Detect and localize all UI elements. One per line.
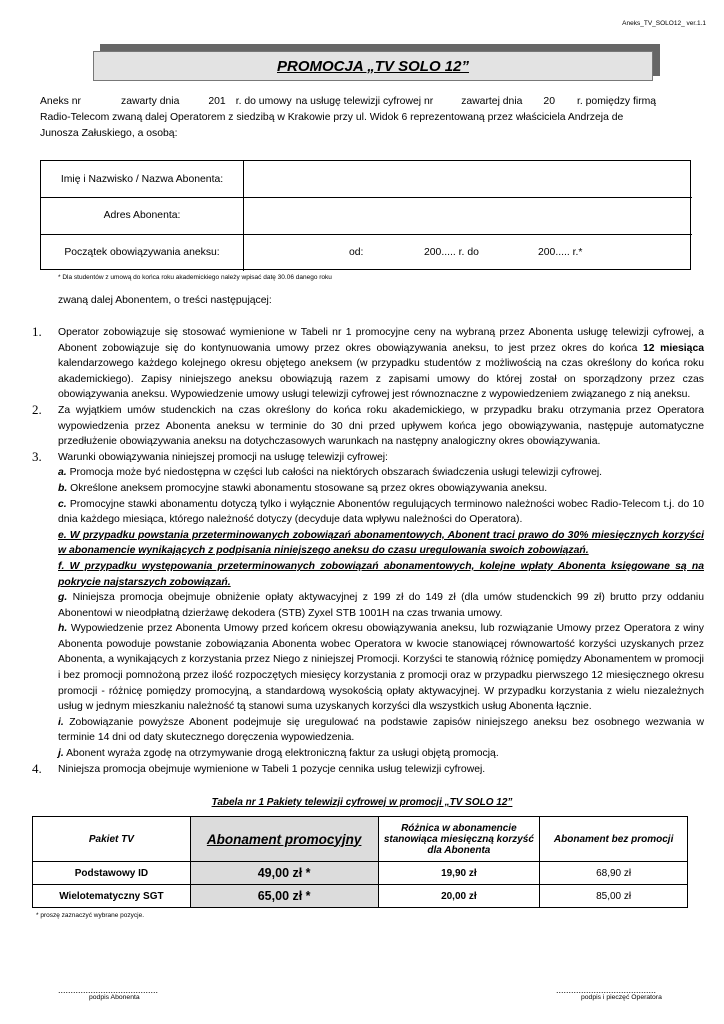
sub-item-h [58,621,704,715]
intro-line-2: Radio-Telecom zwaną dalej Operatorem z siedzibą w Krakowie przy ul. Widok 6 reprezentowaną przez właściciela Andrzeja de [40,112,624,123]
regular-price: 85,00 zł [540,885,688,908]
list-item [32,403,704,450]
table-row [33,862,688,885]
item-number: 3. [32,448,42,464]
package-name: Podstawowy ID [33,862,191,885]
intro-pomiedzy: r. pomiędzy firmą [576,96,657,107]
subscriber-intro: zwaną dalej Abonentem, o treści następującej: [58,295,272,306]
item-text: kalendarzowego każdego kolejnego okresu objętego aneksem (w przypadku studentów z możliwością na czas określony do końca roku akademickiego). Zapisy niniejszego aneksu obowiązują razem z zapisami umowy do której został on sporządzony przez czas obowiązywania aneksu. Wypowiedzenie umowy usługi telewizji cyfrowej jest równoznaczne z wypowiedzeniem związanego z nią aneksu. [58,358,704,401]
item-number: 4. [32,760,42,776]
header-package: Pakiet TV [33,817,191,862]
sub-item-e: e. W przypadku powstania przeterminowanych zobowiązań abonamentowych, Abonent traci prawo do 30% miesięcznych korzyści w abonamencie wynikających z podpisania niniejszego aneksu do czasu uregulowania swoich zobowiązań. [58,529,704,557]
promo-price: 65,00 zł * [190,885,378,908]
sub-text: Zobowiązanie powyższe Abonent podejmuje się uregulować na podstawie zapisów niniejszego aneksu bez osobnego wezwania w terminie 14 dni od daty skutecznego doręczenia wypowiedzenia. [58,716,704,744]
sub-item-f: f. W przypadku występowania przeterminowanych zobowiązań abonamentowych, kolejne wpłaty Abonenta księgowane są na pokrycie najstarszych zobowiązań. [58,560,704,588]
sub-letter: h. [58,623,68,635]
operator-signature-line: ........................................ [556,985,657,995]
intro-aneks: Aneks nr [40,96,82,107]
price-table [32,816,688,908]
item-text: Za wyjątkiem umów studenckich na czas określony do końca roku akademickiego, w przypadku braku otrzymania przez Operatora wypowiedzenia przez Abonenta aneksu w terminie do 30 dni przed upływem końca jego obowiązywania, następuje automatyczne przedłużenie obowiązywania aneksu na dotychczasowych warunkach na następny analogiczny okres obowiązywania. [58,404,704,448]
sub-item-i [58,715,704,746]
sub-letter: b. [58,482,68,494]
intro-do-umowy: r. do umowy [235,96,292,107]
intro-line-3: Junosza Załuskiego, a osobą: [40,128,178,139]
subscriber-form [40,160,691,270]
sub-letter: c. [58,498,67,510]
sub-letter: j. [58,748,64,760]
document-title: PROMOCJA „TV SOLO 12” [277,57,469,75]
item-text: Warunki obowiązywania niniejszej promocji na usługę telewizji cyfrowej: [58,451,388,463]
date-to: 200..... r.* [538,247,583,258]
item-text: Operator zobowiązuje się stosować wymienione w Tabeli nr 1 promocyjne ceny na wybraną przez Abonenta usługę telewizji cyfrowej, a Abonent zobowiązuje się do kontynuowania umowy przez okres obowiązywania aneksu, to jest przez okres do końca [58,327,704,354]
intro-usluga: na usługę telewizji cyfrowej nr [295,96,434,107]
difference-value: 19,90 zł [378,862,540,885]
sub-text: Określone aneksem promocyjne stawki abonamentu stosowane są przez okres obowiązywania aneksu. [70,482,548,494]
sub-letter: a. [58,467,67,479]
date-from: 200..... r. do [424,247,479,258]
date-od: od: [349,247,364,258]
list-item [32,325,704,403]
sub-item-a [58,465,704,481]
sub-item-j [58,746,704,762]
sub-text: Abonent wyraża zgodę na otrzymywanie drogą elektroniczną faktur za usługi objętą promocją. [66,748,499,760]
item-number: 2. [32,401,42,417]
regular-price: 68,90 zł [540,862,688,885]
package-name: Wielotematyczny SGT [33,885,191,908]
sub-letter: g. [58,592,68,604]
title-box [93,51,653,81]
table-caption: Tabela nr 1 Pakiety telewizji cyfrowej w promocji „TV SOLO 12” [211,797,513,808]
intro-zawarty: zawarty dnia [121,96,180,107]
sub-text: Promocja może być niedostępna w części lub całości na niektórych obszarach świadczenia usługi telewizji cyfrowej. [69,467,603,479]
item-text: Niniejsza promocja obejmuje wymienione w Tabeli 1 pozycje cennika usług telewizji cyfrowej. [58,763,486,775]
intro-year: 201 [208,96,226,107]
header-promo-fee: Abonament promocyjny [190,817,378,862]
intro-zawartej: zawartej dnia [461,96,523,107]
table-row [33,885,688,908]
header-regular-fee: Abonament bez promocji [540,817,688,862]
sub-letter: i. [58,716,64,728]
list-item [32,450,704,762]
difference-value: 20,00 zł [378,885,540,908]
terms-list [32,325,704,777]
item-number: 1. [32,324,42,339]
item-bold: 12 miesiąca [642,342,705,354]
promo-price: 49,00 zł * [190,862,378,885]
list-item [32,762,704,778]
sub-text: Wypowiedzenie przez Abonenta Umowy przed końcem okresu obowiązywania aneksu, lub rozwiązanie Umowy przez Operatora z winy Abonenta powoduje powstanie zobowiązania Abonenta wobec Operatora w kwocie stanowiącej równowartość korzyści uzyskanych przez Abonenta, a wynikających z korzystania przez Niego z niniejszej Promocji. Korzyści te stanowią różnicę pomiędzy Abonamentem w promocji i bez promocji pomnożoną przez ilość rozpoczętych miesięcy korzystania z promocji oraz w przypadku pierwszego 12 miesięcznego okresu promocji - różnicę pomiędzy promocyjną, a standardową wysokością opłaty aktywacyjnej. W przypadku korzystania z wielu niezależnych usług w jednym mieszkaniu należność tą stanowi suma uzyskanych korzyści dla wszystkich usług Abonenta łącznie. [58,623,705,713]
address-label: Adres Abonenta: [103,210,181,221]
sub-text: Promocyjne stawki abonamentu dotyczą tylko i wyłącznie Abonentów regulujących terminowo należności wobec Radio-Telecom t.j. do 10 dnia każdego miesiąca, którego należność dotyczy (decyduje data wpływu należności do Operatora). [58,498,705,526]
intro-20: 20 [543,96,555,107]
students-footnote: * Dla studentów z umową do końca roku akademickiego należy wpisać datę 30.06 danego roku [58,274,332,281]
subscriber-signature-label: podpis Abonenta [89,994,140,1001]
sub-item-g [58,590,704,621]
sub-text: Niniejsza promocja obejmuje obniżenie opłaty aktywacyjnej z 199 zł do 149 zł (dla umów studenckich 99 zł) brutto przy oddaniu Abonentowi w nieodpłatną dzierżawę dekodera (STB) Zyxel STB 1001H na czas trwania umowy. [58,592,704,619]
operator-signature-label: podpis i pieczęć Operatora [581,994,662,1001]
header-difference: Różnica w abonamencie stanowiąca miesięczną korzyść dla Abonenta [378,817,540,862]
table-note: * proszę zaznaczyć wybrane pozycje. [36,912,145,919]
version-label: Aneks_TV_SOLO12_ ver.1.1 [622,20,706,27]
intro-paragraph [40,94,702,142]
table-header-row [33,817,688,862]
sub-item-c [58,497,704,528]
name-label: Imię i Nazwisko / Nazwa Abonenta: [60,174,224,185]
sub-item-b [58,481,704,497]
subscriber-signature-line: ........................................ [58,985,159,995]
form-divider [243,161,244,271]
start-label: Początek obowiązywania aneksu: [64,247,220,258]
